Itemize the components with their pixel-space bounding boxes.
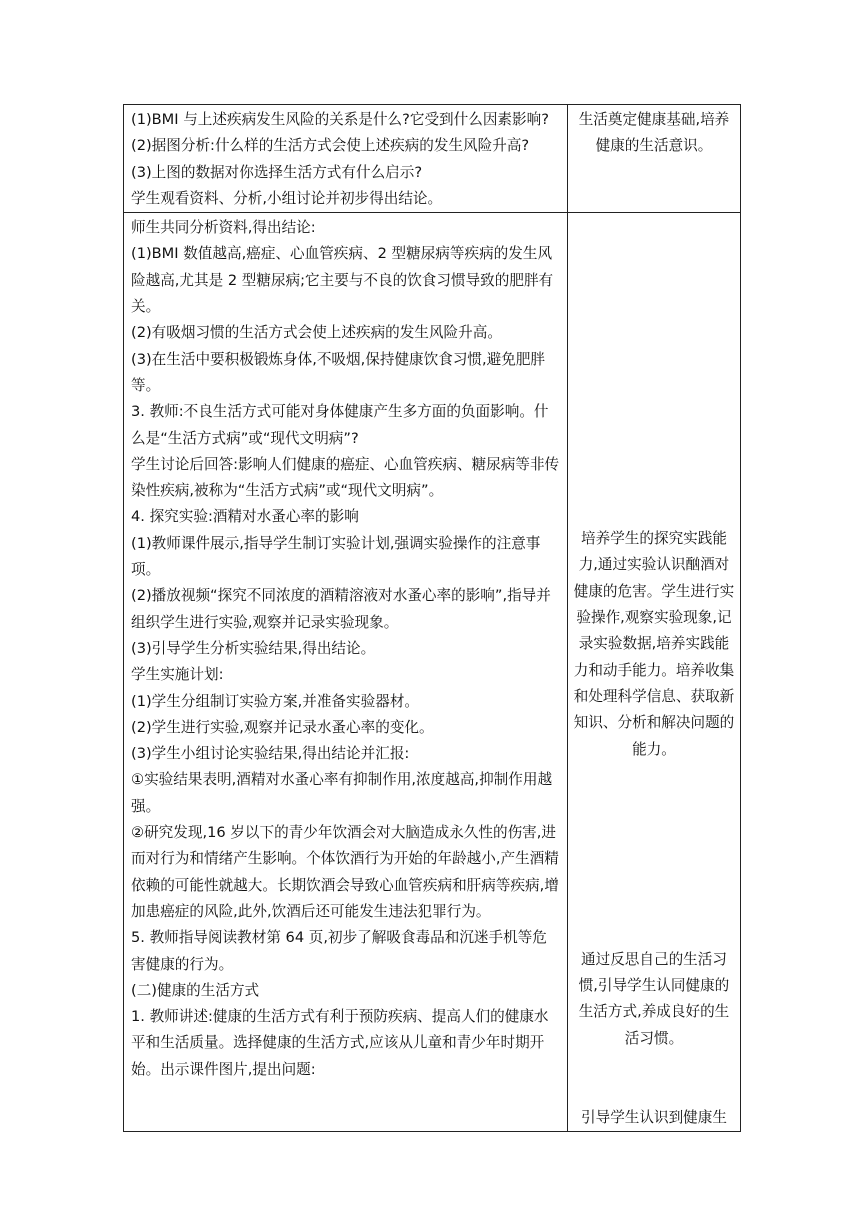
paragraph: (1)教师课件展示,指导学生制订实验计划,强调实验操作的注意事项。 — [131, 534, 541, 579]
paragraph: (3)在生活中要积极锻炼身体,不吸烟,保持健康饮食习惯,避免肥胖等。 — [131, 350, 546, 394]
question-2: (2)据图分析:什么样的生活方式会使上述疾病的发生风险升高? — [131, 137, 530, 155]
paragraph: 4. 探究实验:酒精对水蚤心率的影响 — [131, 508, 359, 526]
section-heading: (二)健康的生活方式 — [131, 981, 260, 999]
paragraph: 5. 教师指导阅读教材第 64 页,初步了解吸食毒品和沉迷手机等危害健康的行为。 — [131, 929, 547, 973]
paragraph: (3)引导学生分析实验结果,得出结论。 — [131, 639, 376, 657]
paragraph: (2)有吸烟习惯的生活方式会使上述疾病的发生风险升高。 — [131, 324, 502, 342]
design-intent: 通过反思自己的生活习惯,引导学生认同健康的生活方式,养成良好的生活习惯。 — [578, 950, 730, 1047]
question-1: (1)BMI 与上述疾病发生风险的关系是什么?它受到什么因素影响? — [131, 111, 549, 128]
lesson-plan-table — [123, 104, 741, 1132]
paragraph: 学生讨论后回答:影响人们健康的癌症、心血管疾病、糖尿病等非传染性疾病,被称为“生活方式病”或“现代文明病”。 — [131, 455, 560, 500]
paragraph: (1)学生分组制订实验方案,并准备实验器材。 — [131, 692, 420, 710]
design-intent: 引导学生认识到健康生 — [581, 1109, 727, 1127]
design-intent: 培养学生的探究实践能力,通过实验认识酗酒对健康的危害。学生进行实验操作,观察实验现象,记录实验数据,培养实践能力和动手能力。培养收集和处理科学信息、获取新知识、分析和解决问题的能力。 — [573, 530, 735, 758]
paragraph: ①实验结果表明,酒精对水蚤心率有抑制作用,浓度越高,抑制作用越强。 — [131, 771, 553, 815]
activity-cell — [124, 213, 568, 1132]
paragraph: ②研究发现,16 岁以下的青少年饮酒会对大脑造成永久性的伤害,进而对行为和情绪产生影响。个体饮酒行为开始的年龄越小,产生酒精依赖的可能性就越大。长期饮酒会导致心血管疾病和肝病等疾病,增加患癌症的风险,此外,饮酒后还可能发生违法犯罪行为。 — [131, 824, 559, 920]
paragraph: (1)BMI 数值越高,癌症、心血管疾病、2 型糖尿病等疾病的发生风险越高,尤其是 2 型糖尿病;它主要与不良的饮食习惯导致的肥胖有关。 — [131, 245, 554, 316]
design-intent: 生活奠定健康基础,培养健康的生活意识。 — [578, 111, 730, 155]
paragraph: (2)播放视频“探究不同浓度的酒精溶液对水蚤心率的影响”,指导并组织学生进行实验,观察并记录实验现象。 — [131, 587, 551, 631]
activity-cell — [124, 105, 568, 213]
table-row — [124, 105, 741, 213]
table-row — [124, 213, 741, 1132]
paragraph: 1. 教师讲述:健康的生活方式有利于预防疾病、提高人们的健康水平和生活质量。选择健康的生活方式,应该从儿童和青少年时期开始。出示课件图片,提出问题: — [131, 1008, 549, 1078]
paragraph: 学生实施计划: — [131, 666, 224, 684]
paragraph: (3)学生小组讨论实验结果,得出结论并汇报: — [131, 745, 410, 763]
paragraph: (2)学生进行实验,观察并记录水蚤心率的变化。 — [131, 718, 434, 736]
paragraph: 师生共同分析资料,得出结论: — [131, 219, 316, 237]
paragraph: 3. 教师:不良生活方式可能对身体健康产生多方面的负面影响。什么是“生活方式病”或“现代文明病”? — [131, 403, 549, 447]
question-3: (3)上图的数据对你选择生活方式有什么启示? — [131, 163, 423, 181]
student-activity: 学生观看资料、分析,小组讨论并初步得出结论。 — [131, 189, 443, 207]
intent-cell — [568, 105, 741, 213]
intent-cell — [568, 213, 741, 1132]
